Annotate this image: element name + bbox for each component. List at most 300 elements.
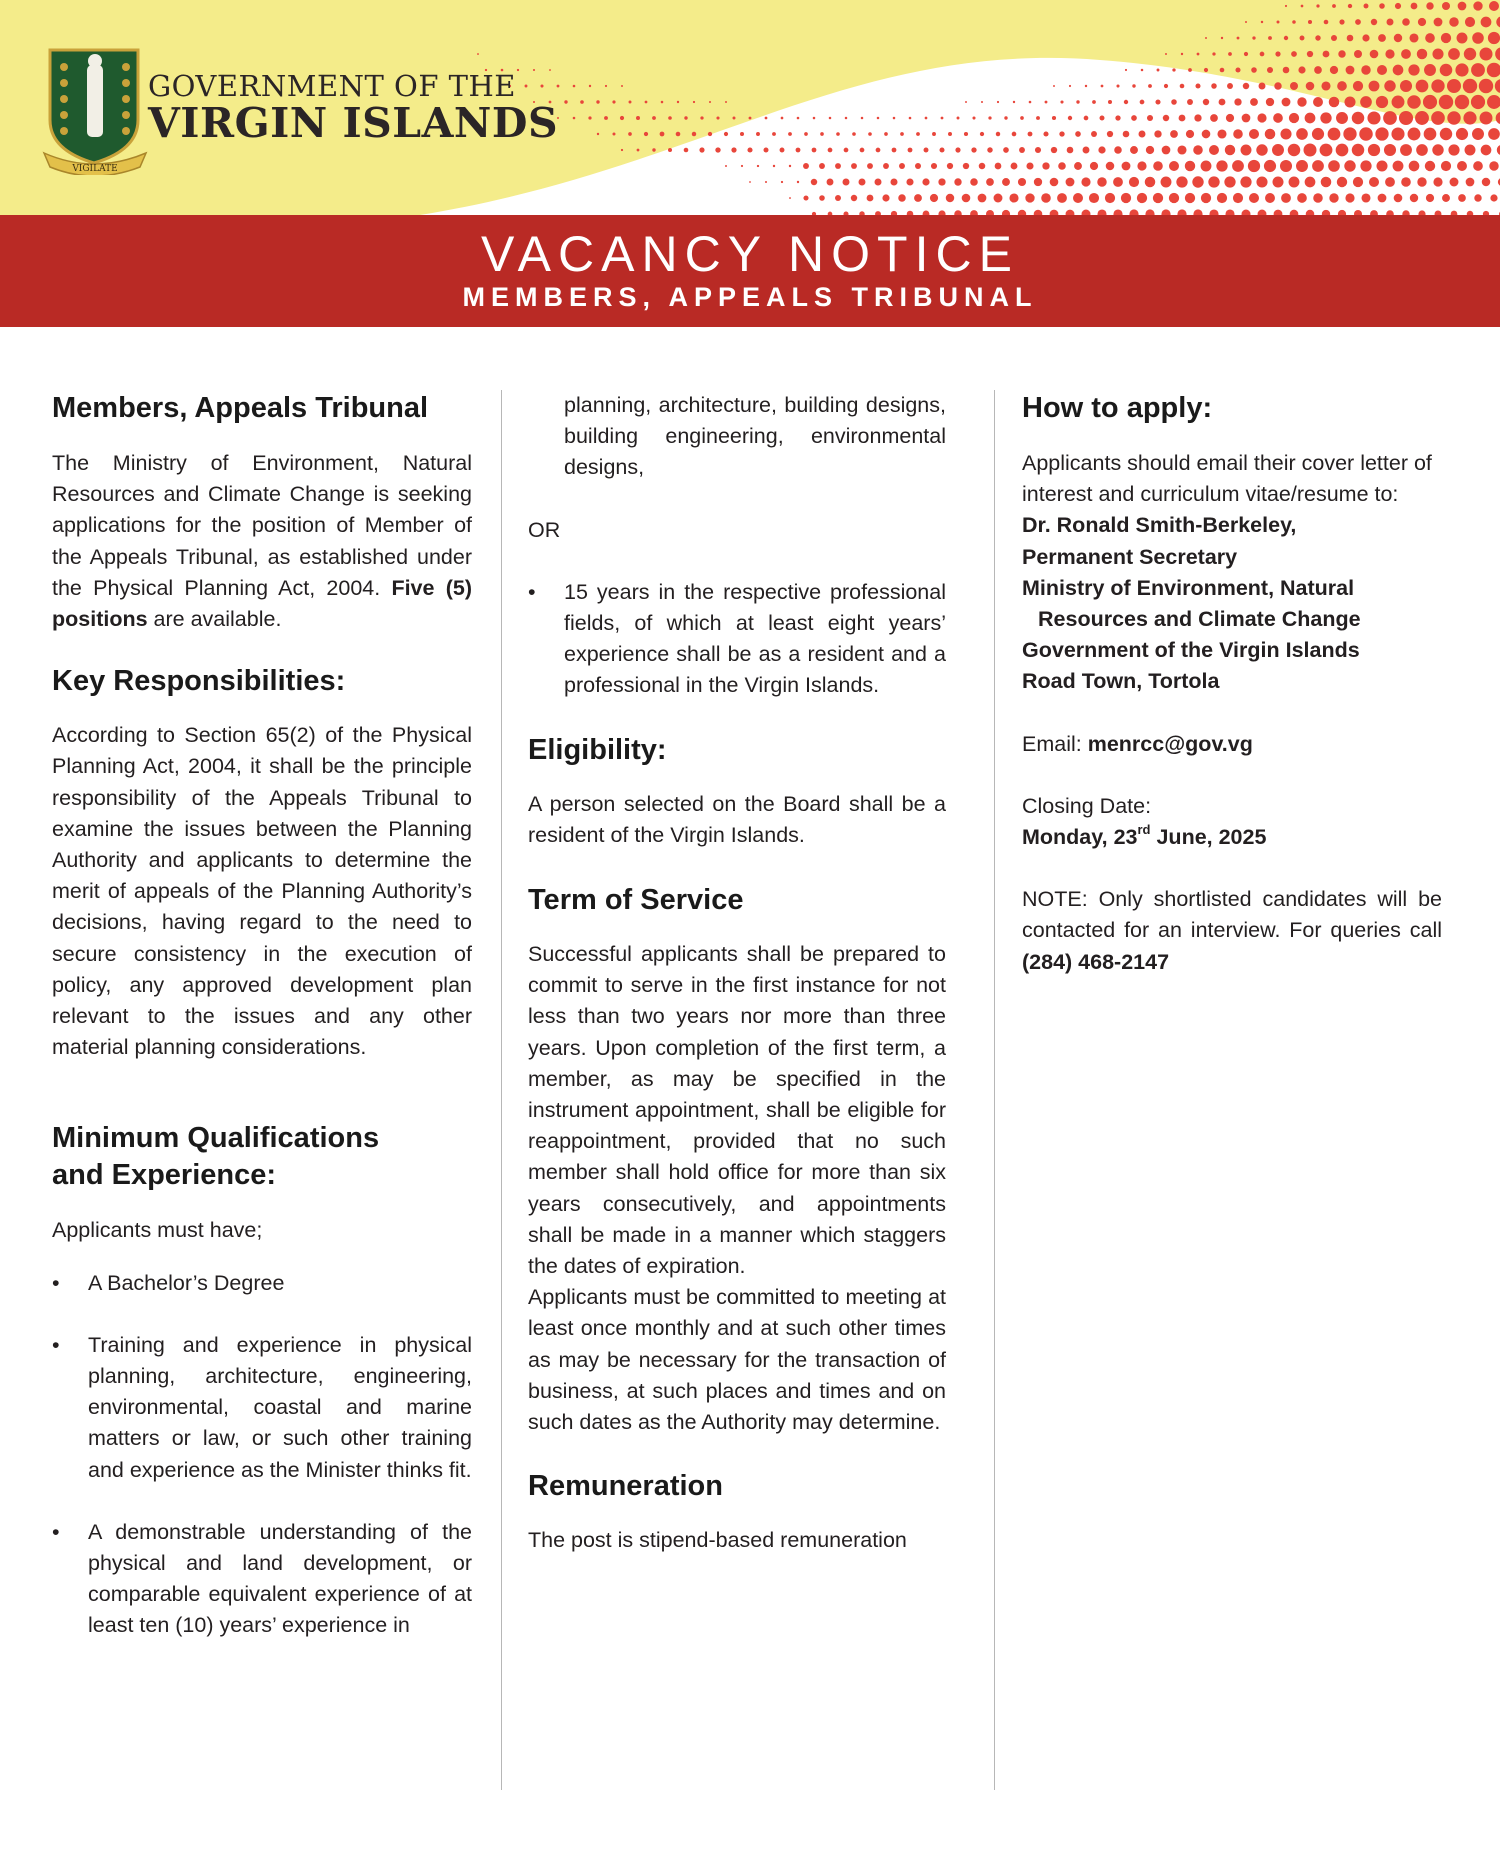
or-text: OR <box>528 517 561 542</box>
phone-number[interactable]: (284) 468-2147 <box>1022 949 1170 974</box>
decorative-dot <box>893 117 896 120</box>
decorative-dot <box>1329 97 1340 108</box>
decorative-dot <box>1216 160 1227 171</box>
column-2 <box>528 390 946 1556</box>
decorative-dot <box>1257 113 1266 122</box>
decorative-dot <box>867 195 874 202</box>
decorative-dot <box>812 148 817 153</box>
decorative-dot <box>1137 161 1146 170</box>
decorative-dot <box>1305 177 1316 188</box>
decorative-dot <box>1083 147 1090 154</box>
decorative-dot <box>1339 19 1344 24</box>
decorative-dot <box>1337 81 1347 91</box>
decorative-dot <box>1019 147 1025 153</box>
decorative-dot <box>1402 18 1410 26</box>
decorative-dot <box>1314 66 1322 74</box>
decorative-dot <box>1315 35 1320 40</box>
decorative-dot <box>1370 50 1379 59</box>
decorative-dot <box>1371 19 1377 25</box>
decorative-dot <box>756 132 760 136</box>
decorative-dot <box>1447 79 1461 93</box>
decorative-dot <box>1201 161 1212 172</box>
decorative-dot <box>692 132 696 136</box>
decorative-dot <box>1289 113 1299 123</box>
qualifications-list <box>52 1268 472 1642</box>
decorative-dot <box>987 147 992 152</box>
positions-rest: are available. <box>147 607 282 632</box>
decorative-dot <box>1252 36 1255 39</box>
decorative-dot <box>884 132 888 136</box>
decorative-dot <box>1209 145 1219 155</box>
list-item: • 15 years in the respective professional fields, of which at least eight years’ experience shall be as a resident and a professional in the Virgin Islands. <box>528 577 946 702</box>
decorative-dot <box>1441 33 1451 43</box>
decorative-dot <box>1292 20 1296 24</box>
decorative-dot <box>1013 101 1015 103</box>
decorative-dot <box>1344 160 1355 171</box>
decorative-dot <box>1313 193 1323 203</box>
decorative-dot <box>676 132 681 137</box>
decorative-dot <box>843 179 850 186</box>
decorative-dot <box>1164 84 1168 88</box>
decorative-dot <box>1245 21 1247 23</box>
decorative-dot <box>1228 52 1232 56</box>
decorative-dot <box>1383 111 1397 125</box>
decorative-dot <box>741 165 743 167</box>
decorative-dot <box>1176 176 1187 187</box>
section-heading-term: Term of Service <box>528 884 744 917</box>
decorative-dot <box>621 85 623 87</box>
decorative-dot <box>749 181 751 183</box>
decorative-dot <box>1495 79 1500 93</box>
decorative-dot <box>725 101 727 103</box>
decorative-dot <box>1345 193 1354 202</box>
decorative-dot <box>1171 99 1177 105</box>
decorative-dot <box>1425 33 1435 43</box>
decorative-dot <box>1336 112 1348 124</box>
decorative-dot <box>1463 111 1476 124</box>
decorative-dot <box>1085 85 1087 87</box>
decorative-dot <box>1194 114 1201 121</box>
decorative-dot <box>1369 177 1379 187</box>
decorative-dot <box>852 132 856 136</box>
decorative-dot <box>1296 160 1308 172</box>
decorative-dot <box>1407 95 1421 109</box>
decorative-dot <box>1106 162 1115 171</box>
decorative-dot <box>1123 131 1130 138</box>
decorative-dot <box>1472 32 1484 44</box>
experience-list <box>528 577 946 702</box>
decorative-dot <box>693 101 695 103</box>
decorative-dot <box>772 132 776 136</box>
decorative-dot <box>1426 2 1433 9</box>
decorative-dot <box>1266 98 1274 106</box>
email-label: Email: <box>1022 731 1088 756</box>
decorative-dot <box>1479 47 1492 60</box>
decorative-dot <box>1100 116 1105 121</box>
decorative-dot <box>1376 96 1388 108</box>
decorative-dot <box>573 85 576 88</box>
decorative-dot <box>1141 69 1144 72</box>
decorative-dot <box>1336 144 1349 157</box>
decorative-dot <box>1394 194 1403 203</box>
decorative-dot <box>1488 32 1500 44</box>
address-title: Permanent Secretary <box>1022 544 1238 569</box>
email-link[interactable]: menrcc@gov.vg <box>1087 731 1253 756</box>
decorative-dot <box>699 147 704 152</box>
decorative-dot <box>764 148 769 153</box>
decorative-dot <box>1075 131 1081 137</box>
decorative-dot <box>1440 64 1453 77</box>
decorative-dot <box>1471 95 1485 109</box>
responsibilities-text: According to Section 65(2) of the Physical Planning Act, 2004, it shall be the principle responsibility of the Appeals Tribunal to examine the issues between the Planning Authority and applicants to determine the merit of appeals of the Planning Authority’s decisions, having regard to the need to secure consistency in the execution of policy, any approved development plan relevant to the issues and any other material planning considerations. <box>52 723 472 1060</box>
section-heading-eligibility: Eligibility: <box>528 733 667 766</box>
decorative-dot <box>946 194 954 202</box>
decorative-dot <box>1224 176 1235 187</box>
decorative-dot <box>1473 1 1482 10</box>
decorative-dot <box>1337 177 1347 187</box>
decorative-dot <box>1431 111 1445 125</box>
decorative-dot <box>1300 36 1305 41</box>
decorative-dot <box>890 178 897 185</box>
list-item: • A Bachelor’s Degree <box>52 1268 472 1299</box>
decorative-dot <box>1408 128 1421 141</box>
decorative-dot <box>980 132 984 136</box>
section-heading-how-to-apply: How to apply: <box>1022 392 1213 424</box>
decorative-dot <box>1267 67 1273 73</box>
decorative-dot <box>819 195 825 201</box>
decorative-dot <box>1220 68 1225 73</box>
decorative-dot <box>540 84 543 87</box>
decorative-dot <box>1274 82 1281 89</box>
decorative-dot <box>1113 177 1123 187</box>
decorative-dot <box>733 117 736 120</box>
decorative-dot <box>1328 128 1341 141</box>
decorative-dot <box>1392 96 1405 109</box>
decorative-dot <box>1234 98 1241 105</box>
decorative-dot <box>1042 162 1049 169</box>
decorative-dot <box>1384 80 1395 91</box>
decorative-dot <box>981 101 983 103</box>
decorative-dot <box>1384 144 1396 156</box>
decorative-dot <box>1107 131 1113 137</box>
decorative-dot <box>1125 69 1127 71</box>
list-item: • A demonstrable understanding of the physical and land development, or comparable equivalent experience of at least ten (10) years’ experience in <box>52 1517 472 1642</box>
decorative-dot <box>996 132 1000 136</box>
decorative-dot <box>1028 132 1033 137</box>
decorative-dot <box>1165 53 1167 55</box>
decorative-dot <box>1425 161 1435 171</box>
decorative-dot <box>804 132 808 136</box>
decorative-dot <box>1249 129 1259 139</box>
decorative-dot <box>1387 19 1394 26</box>
decorative-dot <box>1280 160 1292 172</box>
decorative-dot <box>1466 178 1475 187</box>
decorative-dot <box>1186 130 1194 138</box>
decorative-dot <box>803 163 809 169</box>
decorative-dot <box>1050 178 1059 187</box>
decorative-dot <box>620 116 624 120</box>
decorative-dot <box>1364 4 1369 9</box>
decorative-dot <box>1130 146 1138 154</box>
decorative-dot <box>781 117 784 120</box>
decorative-dot <box>645 101 648 104</box>
decorative-dot <box>1393 65 1404 76</box>
decorative-dot <box>1376 160 1387 171</box>
note-text: NOTE: Only shortlisted candidates will be contacted for an interview. For queries call (284) 468-2147 <box>1022 887 1442 974</box>
decorative-dot <box>972 116 975 119</box>
decorative-dot <box>1316 4 1319 7</box>
decorative-dot <box>811 179 817 185</box>
decorative-dot <box>1487 63 1500 77</box>
decorative-dot <box>1036 116 1040 120</box>
decorative-dot <box>1052 116 1056 120</box>
page-subtitle: MEMBERS, APPEALS TRIBUNAL <box>462 282 1038 312</box>
decorative-dot <box>1057 193 1067 203</box>
section-heading-qualifications <box>52 1120 472 1194</box>
decorative-dot <box>1069 85 1071 87</box>
decorative-dot <box>971 147 976 152</box>
decorative-dot <box>605 85 607 87</box>
decorative-dot <box>1114 146 1122 154</box>
decorative-dot <box>1479 79 1493 93</box>
decorative-dot <box>1298 66 1305 73</box>
decorative-dot <box>1185 161 1195 171</box>
decorative-dot <box>1297 97 1306 106</box>
decorative-dot <box>1307 51 1313 57</box>
decorative-dot <box>860 148 865 153</box>
decorative-dot <box>909 117 912 120</box>
decorative-dot <box>1463 79 1477 93</box>
decorative-dot <box>661 101 664 104</box>
decorative-dot <box>1029 101 1032 104</box>
decorative-dot <box>781 181 783 183</box>
decorative-dot <box>1026 162 1033 169</box>
decorative-dot <box>845 117 848 120</box>
decorative-dot <box>875 179 882 186</box>
address-name: Dr. Ronald Smith-Berkeley, <box>1022 513 1297 538</box>
decorative-dot <box>925 117 928 120</box>
decorative-dot <box>580 100 584 104</box>
decorative-dot <box>636 116 640 120</box>
bullet-icon: • <box>52 1519 60 1544</box>
qualifications-heading-line-1: Minimum Qualifications <box>52 1122 380 1155</box>
decorative-dot <box>1375 127 1388 140</box>
decorative-dot <box>1179 115 1186 122</box>
decorative-dot <box>1488 128 1500 140</box>
address-ministry-2: Resources and Climate Change <box>1038 607 1361 632</box>
decorative-dot <box>1283 67 1290 74</box>
decorative-dot <box>716 116 719 119</box>
decorative-dot <box>789 165 791 167</box>
closing-label: Closing Date: <box>1022 793 1152 818</box>
decorative-dot <box>1465 17 1475 27</box>
decorative-dot <box>1297 193 1307 203</box>
decorative-dot <box>1329 193 1338 202</box>
decorative-dot <box>1391 127 1404 140</box>
decorative-dot <box>1177 145 1186 154</box>
decorative-dot <box>1455 63 1468 76</box>
decorative-dot <box>1043 131 1048 136</box>
decorative-dot <box>1481 17 1492 28</box>
decorative-dot <box>1418 18 1426 26</box>
decorative-dot <box>820 132 824 136</box>
decorative-dot <box>1408 64 1419 75</box>
decorative-dot <box>1137 193 1147 203</box>
decorative-dot <box>1457 161 1467 171</box>
decorative-dot <box>995 163 1002 170</box>
decorative-dot <box>1449 17 1459 27</box>
section-heading-remuneration: Remuneration <box>528 1470 723 1503</box>
decorative-dot <box>829 117 832 120</box>
decorative-dot <box>931 163 937 169</box>
decorative-dot <box>1369 81 1380 92</box>
decorative-dot <box>1308 20 1312 24</box>
decorative-dot <box>1367 111 1380 124</box>
decorative-dot <box>1344 96 1355 107</box>
decorative-dot <box>1208 176 1219 187</box>
decorative-dot <box>1240 176 1251 187</box>
decorative-dot <box>963 163 969 169</box>
column-1 <box>52 390 472 1642</box>
decorative-dot <box>851 163 857 169</box>
decorative-dot <box>1360 96 1372 108</box>
remuneration-text: The post is stipend-based remuneration <box>528 1528 907 1553</box>
decorative-dot <box>1169 161 1179 171</box>
decorative-dot <box>1091 131 1097 137</box>
decorative-dot <box>1377 65 1387 75</box>
decorative-dot <box>1051 147 1057 153</box>
decorative-dot <box>877 117 880 120</box>
decorative-dot <box>1409 33 1418 42</box>
decorative-dot <box>964 132 968 136</box>
decorative-dot <box>1162 146 1171 155</box>
intro-text: The Ministry of Environment, Natural Resources and Climate Change is seeking applications for the position of Member of the Appeals Tribunal, as established under the Physical Planning Act, 2004. <box>52 451 472 600</box>
decorative-dot <box>1101 85 1104 88</box>
decorative-dot <box>1400 144 1412 156</box>
decorative-dot <box>731 147 736 152</box>
decorative-dot <box>684 116 687 119</box>
must-have-text: Applicants must have; <box>52 1218 263 1243</box>
decorative-dot <box>629 101 632 104</box>
decorative-dot <box>965 101 967 103</box>
decorative-dot <box>1053 85 1055 87</box>
decorative-dot <box>1066 178 1075 187</box>
decorative-dot <box>715 147 720 152</box>
decorative-dot <box>979 163 986 170</box>
decorative-dot <box>1242 114 1251 123</box>
decorative-dot <box>1273 113 1283 123</box>
column-3 <box>1022 390 1442 978</box>
bullet-icon: • <box>52 1332 60 1357</box>
decorative-dot <box>1343 127 1356 140</box>
decorative-dot <box>914 194 922 202</box>
decorative-dot <box>1332 4 1336 8</box>
decorative-dot <box>1227 83 1233 89</box>
decorative-dot <box>557 85 560 88</box>
decorative-dot <box>1265 193 1275 203</box>
eligibility-text: A person selected on the Board shall be a resident of the Virgin Islands. <box>528 791 946 847</box>
decorative-dot <box>1289 177 1300 188</box>
decorative-dot <box>906 178 913 185</box>
decorative-dot <box>677 101 679 103</box>
decorative-dot <box>1458 2 1467 11</box>
decorative-dot <box>1090 162 1098 170</box>
decorative-dot <box>1020 116 1024 120</box>
decorative-dot <box>883 163 889 169</box>
decorative-dot <box>1161 177 1172 188</box>
decorative-dot <box>1232 160 1244 172</box>
decorative-dot <box>1458 194 1466 202</box>
decorative-dot <box>1353 177 1363 187</box>
decorative-dot <box>876 148 881 153</box>
decorative-dot <box>684 148 689 153</box>
decorative-dot <box>1313 97 1323 107</box>
decorative-dot <box>1210 114 1218 122</box>
decorative-dot <box>1034 178 1042 186</box>
decorative-dot <box>1352 112 1365 125</box>
decorative-dot <box>1323 51 1330 58</box>
decorative-dot <box>1416 80 1429 93</box>
decorative-dot <box>1378 34 1386 42</box>
decorative-dot <box>861 117 864 120</box>
decorative-dot <box>1122 162 1131 171</box>
decorative-dot <box>1203 99 1209 105</box>
decorative-dot <box>922 178 929 185</box>
decorative-dot <box>1423 95 1437 109</box>
decorative-dot <box>803 195 808 200</box>
decorative-dot <box>1417 49 1427 59</box>
decorative-dot <box>1321 177 1332 188</box>
decorative-dot <box>589 85 591 87</box>
decorative-dot <box>1195 83 1200 88</box>
decorative-dot <box>1205 37 1207 39</box>
decorative-dot <box>1256 144 1267 155</box>
decorative-dot <box>1410 194 1418 202</box>
decorative-dot <box>549 69 551 71</box>
decorative-dot <box>588 116 591 119</box>
decorative-dot <box>986 178 994 186</box>
decorative-dot <box>1201 193 1211 203</box>
decorative-dot <box>1155 99 1160 104</box>
decorative-dot <box>1481 145 1492 156</box>
decorative-dot <box>1487 95 1500 109</box>
section-heading-responsibilities: Key Responsibilities: <box>52 665 346 698</box>
decorative-dot <box>668 116 672 120</box>
decorative-dot <box>1362 34 1369 41</box>
decorative-dot <box>851 195 857 201</box>
decorative-dot <box>1456 128 1468 140</box>
decorative-dot <box>1393 161 1404 172</box>
decorative-dot <box>1368 144 1380 156</box>
decorative-dot <box>1385 177 1395 187</box>
decorative-dot <box>1395 3 1401 9</box>
decorative-dot <box>604 116 608 120</box>
decorative-dot <box>708 132 712 136</box>
decorative-dot <box>1352 144 1364 156</box>
decorative-dot <box>1312 160 1324 172</box>
decorative-dot <box>835 195 841 201</box>
decorative-dot <box>765 117 768 120</box>
decorative-dot <box>644 132 648 136</box>
decorative-dot <box>908 148 913 153</box>
decorative-dot <box>1450 178 1459 187</box>
decorative-dot <box>1131 115 1137 121</box>
decorative-dot <box>1482 178 1490 186</box>
decorative-dot <box>1401 49 1411 59</box>
decorative-dot <box>1233 129 1243 139</box>
intro-paragraph <box>52 448 472 635</box>
decorative-dot <box>773 165 775 167</box>
